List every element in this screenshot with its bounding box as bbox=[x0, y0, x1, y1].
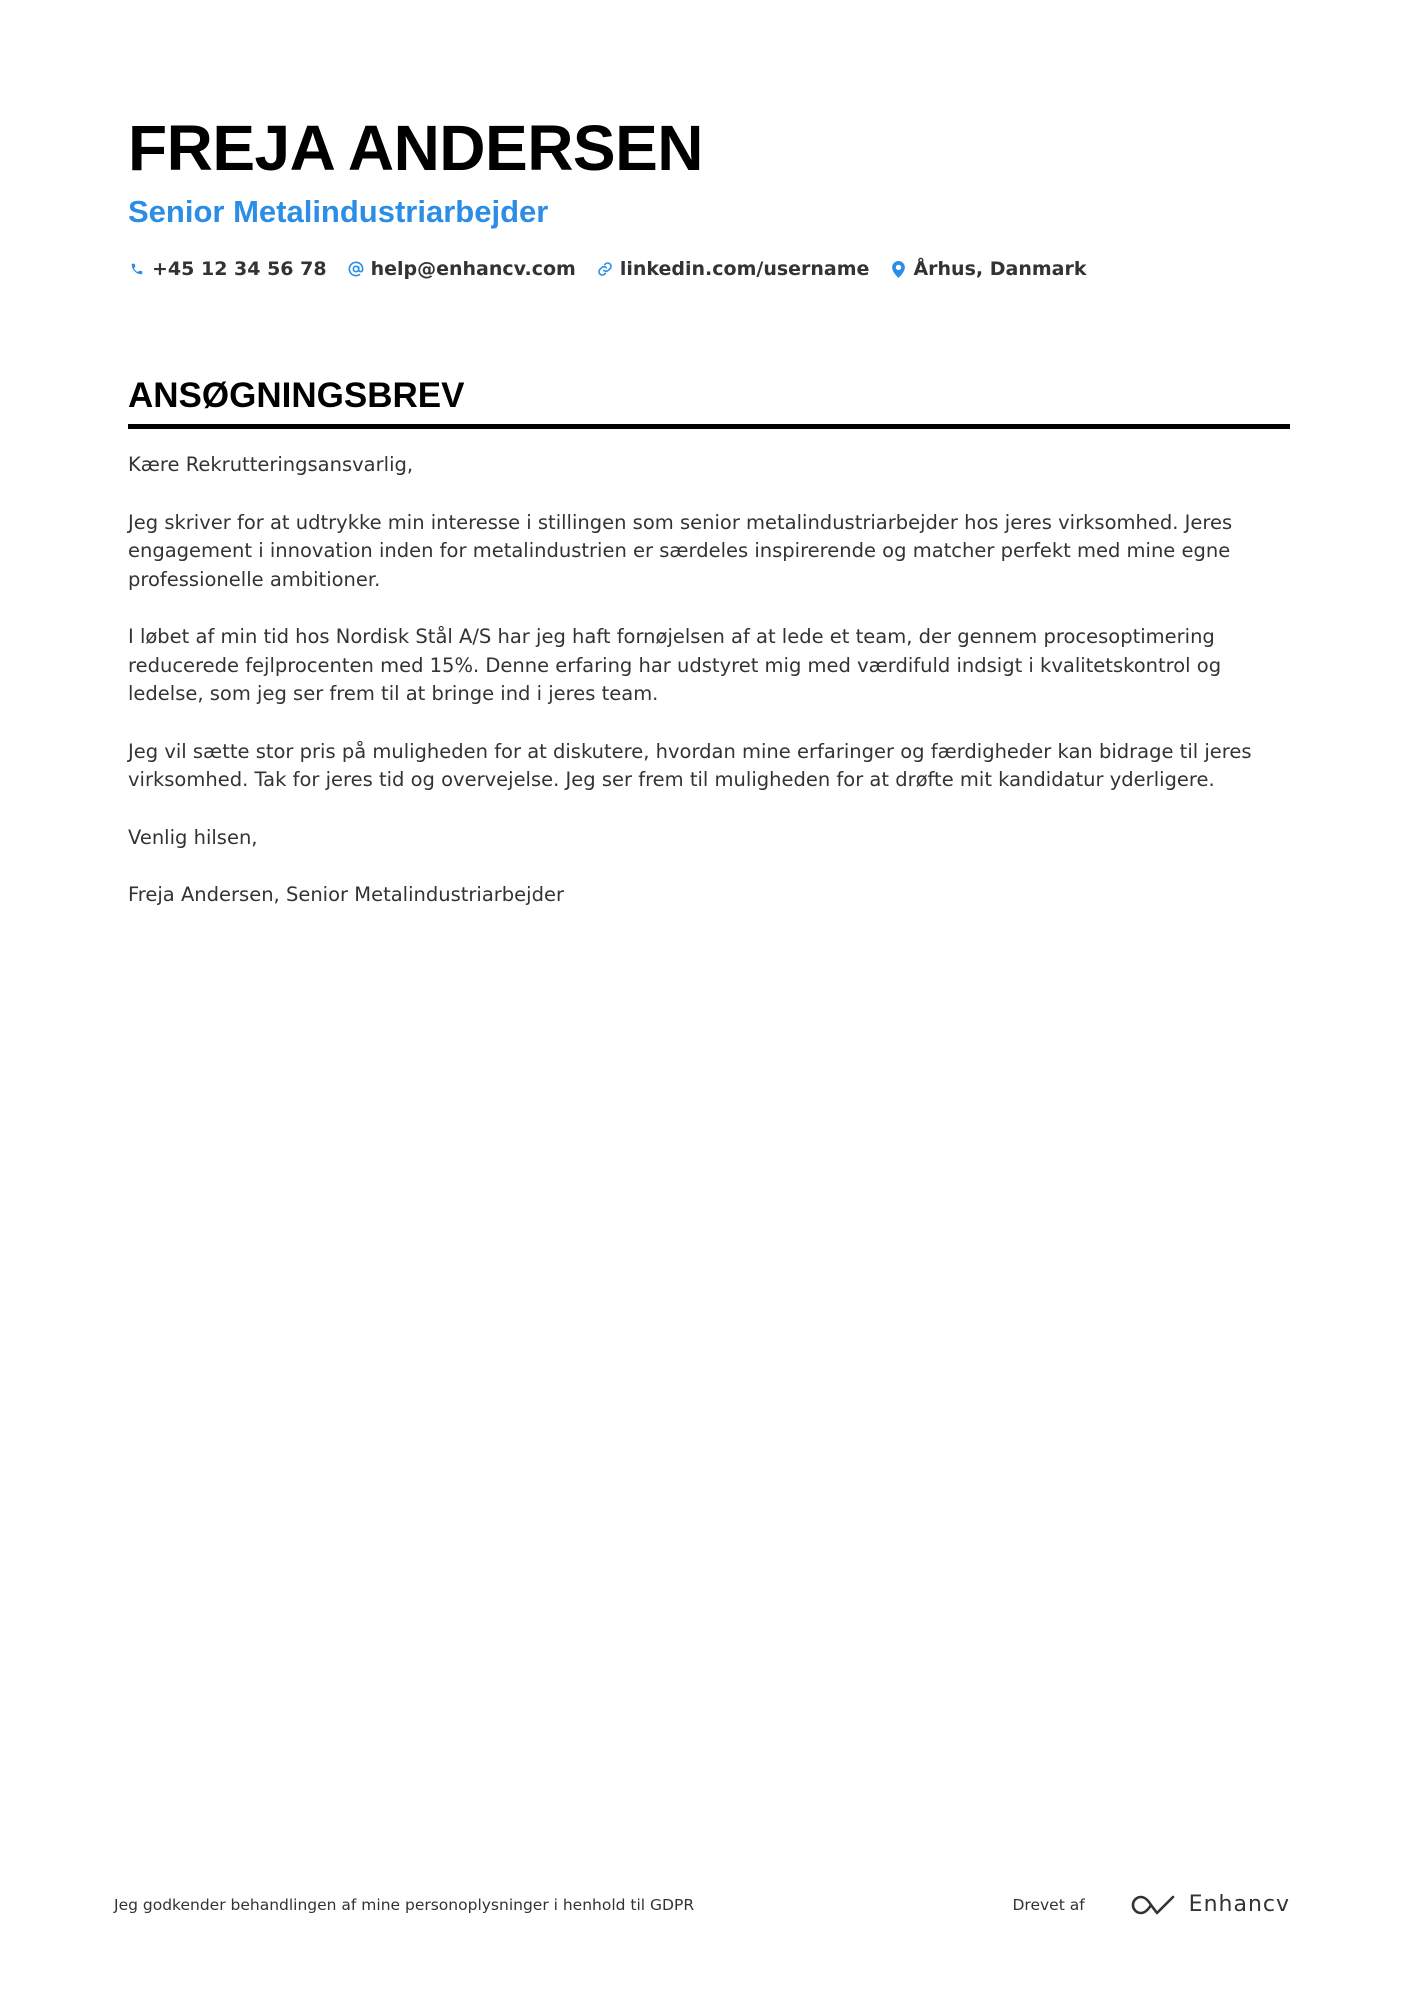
candidate-role: Senior Metalindustriarbejder bbox=[128, 194, 549, 229]
contact-email[interactable] bbox=[347, 256, 576, 282]
contact-location-text: Århus, Danmark bbox=[913, 258, 1087, 280]
letter-closing: Venlig hilsen, bbox=[128, 825, 258, 849]
letter-paragraph: Jeg skriver for at udtrykke min interesse i stillingen som senior metalindustriarbejder hos jeres virksomhed. Jeres engagement i innovation inden for metalindustrien er særdeles inspirerende og matcher perfekt med mine egne professionelle ambitioner. bbox=[128, 510, 1233, 591]
enhancv-brand[interactable] bbox=[1131, 1892, 1290, 1917]
contact-phone[interactable] bbox=[128, 256, 327, 282]
contact-bar bbox=[128, 256, 1290, 282]
powered-by-text: Drevet af bbox=[1012, 1895, 1085, 1914]
contact-phone-text: +45 12 34 56 78 bbox=[152, 258, 327, 280]
letter-paragraph: Jeg vil sætte stor pris på muligheden for at diskutere, hvordan mine erfaringer og færdigheder kan bidrage til jeres virksomhed. Tak for jeres tid og overvejelse. Jeg ser frem til muligheden for at drøfte mit kandidatur yderligere. bbox=[128, 739, 1252, 791]
brand-name: Enhancv bbox=[1188, 1892, 1290, 1917]
link-icon bbox=[596, 260, 614, 278]
at-icon bbox=[347, 260, 365, 278]
footer-branding bbox=[1013, 1892, 1291, 1917]
contact-location bbox=[889, 256, 1086, 282]
gdpr-consent-text: Jeg godkender behandlingen af mine personoplysninger i henhold til GDPR bbox=[114, 1895, 695, 1914]
contact-email-text: help@enhancv.com bbox=[370, 258, 576, 280]
letter-greeting: Kære Rekrutteringsansvarlig, bbox=[128, 453, 414, 476]
location-pin-icon bbox=[889, 260, 907, 278]
letter-signature: Freja Andersen, Senior Metalindustriarbejder bbox=[128, 883, 564, 906]
letter-paragraph: I løbet af min tid hos Nordisk Stål A/S har jeg haft fornøjelsen af at lede et team, der gennem procesoptimering reducerede fejlprocenten med 15%. Denne erfaring har udstyret mig med værdifuld indsigt i kvalitetskontrol og ledelse, som jeg ser frem til at bringe ind i jeres team. bbox=[128, 625, 1222, 705]
enhancv-logo-icon bbox=[1131, 1893, 1177, 1917]
cover-letter-page bbox=[128, 108, 1290, 939]
candidate-name: FREJA ANDERSEN bbox=[128, 112, 703, 184]
letter-body bbox=[128, 451, 1290, 910]
phone-icon bbox=[128, 260, 146, 278]
contact-linkedin[interactable] bbox=[596, 256, 870, 282]
section-title: ANSØGNINGSBREV bbox=[128, 374, 1290, 429]
contact-linkedin-text: linkedin.com/username bbox=[619, 258, 870, 280]
page-footer bbox=[114, 1892, 1290, 1917]
